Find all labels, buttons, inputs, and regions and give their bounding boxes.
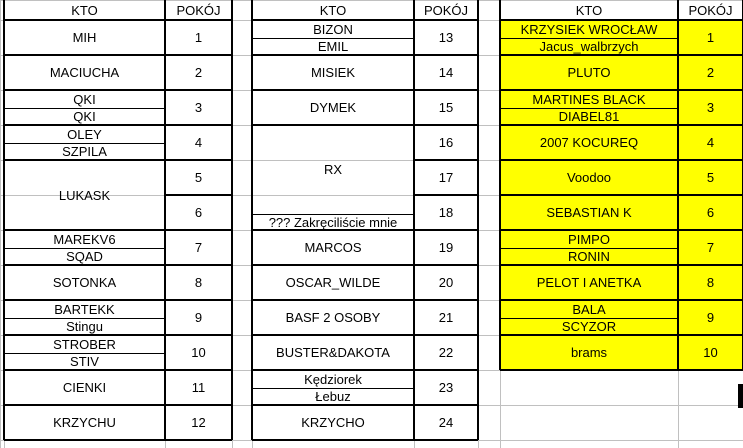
room-number[interactable]: 5 <box>706 170 715 185</box>
room-number[interactable]: 18 <box>438 205 454 220</box>
room-number[interactable]: 5 <box>194 170 203 185</box>
occupant-name[interactable]: OSCAR_WILDE <box>285 275 381 290</box>
header-kto[interactable]: KTO <box>319 2 347 18</box>
occupant-name[interactable]: PIMPO <box>568 231 610 247</box>
occupant-name[interactable]: PLUTO <box>567 65 611 80</box>
occupant-name[interactable]: KRZYCHO <box>301 415 365 430</box>
room-number[interactable]: 4 <box>194 135 203 150</box>
room-number[interactable]: 20 <box>438 275 454 290</box>
room-number[interactable]: 12 <box>191 415 206 430</box>
occupant-name[interactable]: SOTONKA <box>52 275 117 290</box>
room-number[interactable]: 2 <box>706 65 715 80</box>
room-number[interactable]: 19 <box>438 240 454 255</box>
occupant-name[interactable]: KRZYCHU <box>53 415 116 430</box>
header-pokoj[interactable]: POKÓJ <box>423 2 469 18</box>
header-kto[interactable]: KTO <box>71 2 98 18</box>
room-number[interactable]: 1 <box>706 30 715 45</box>
occupant-name[interactable]: DYMEK <box>309 100 357 115</box>
occupant-name[interactable]: MARTINES BLACK <box>532 91 646 107</box>
occupant-name[interactable]: SCYZOR <box>561 319 617 334</box>
occupant-name[interactable]: CIENKI <box>62 380 107 395</box>
room-number[interactable]: 9 <box>194 310 203 325</box>
occupant-name[interactable]: Voodoo <box>566 170 612 185</box>
occupant-name[interactable]: 2007 KOCUREQ <box>539 135 639 150</box>
occupant-name[interactable]: MAREKV6 <box>53 231 116 247</box>
occupant-name[interactable]: KRZYSIEK WROCŁAW <box>520 21 658 37</box>
room-number[interactable]: 8 <box>706 275 715 290</box>
occupant-name[interactable]: LUKASK <box>58 187 111 203</box>
room-number[interactable]: 6 <box>194 205 203 220</box>
occupant-name[interactable]: RX <box>323 162 343 177</box>
room-number[interactable]: 4 <box>706 135 715 150</box>
room-number[interactable]: 23 <box>438 380 454 395</box>
room-number[interactable]: 3 <box>706 100 715 115</box>
occupant-name[interactable]: MISIEK <box>310 65 356 80</box>
room-number[interactable]: 7 <box>194 240 203 255</box>
header-kto[interactable]: KTO <box>575 2 603 18</box>
room-number[interactable]: 6 <box>706 205 715 220</box>
room-number[interactable]: 10 <box>703 345 718 360</box>
occupant-name[interactable]: DIABEL81 <box>558 109 620 124</box>
room-number[interactable]: 2 <box>194 65 203 80</box>
header-pokoj[interactable]: POKÓJ <box>176 2 221 18</box>
occupant-name[interactable]: BUSTER&DAKOTA <box>276 345 390 360</box>
room-number[interactable]: 8 <box>194 275 203 290</box>
occupant-name[interactable]: SEBASTIAN K <box>546 205 632 220</box>
occupant-name[interactable]: MACIUCHA <box>49 65 120 80</box>
occupant-name[interactable]: RONIN <box>568 249 610 264</box>
occupant-name[interactable]: QKI <box>73 109 96 124</box>
occupant-name[interactable]: PELOT I ANETKA <box>536 275 642 290</box>
occupant-name[interactable]: STIV <box>70 354 99 369</box>
occupant-name[interactable]: QKI <box>73 91 96 107</box>
room-number[interactable]: 21 <box>438 310 454 325</box>
room-number[interactable]: 9 <box>706 310 715 325</box>
occupant-name[interactable]: Stingu <box>66 319 103 334</box>
occupant-name[interactable]: MIH <box>72 30 97 45</box>
occupant-name[interactable]: EMIL <box>317 39 349 54</box>
room-number[interactable]: 15 <box>438 100 454 115</box>
occupant-name[interactable]: OLEY <box>67 126 102 142</box>
occupant-name[interactable]: SZPILA <box>62 144 107 159</box>
room-number[interactable]: 7 <box>706 240 715 255</box>
room-number[interactable]: 16 <box>438 135 454 150</box>
occupant-name[interactable]: BASF 2 OSOBY <box>285 310 381 325</box>
occupant-name[interactable]: STROBER <box>53 336 116 352</box>
occupant-name[interactable]: ??? Zakręciliście mnie <box>268 214 398 230</box>
room-number[interactable]: 22 <box>438 345 454 360</box>
occupant-name[interactable]: Kędziorek <box>304 371 362 387</box>
room-number[interactable]: 10 <box>191 345 206 360</box>
occupant-name[interactable]: BIZON <box>313 21 353 37</box>
room-number[interactable]: 24 <box>438 415 454 430</box>
occupant-name[interactable]: Łebuz <box>315 389 351 404</box>
room-number[interactable]: 3 <box>194 100 203 115</box>
room-number[interactable]: 1 <box>194 30 203 45</box>
occupant-name[interactable]: MARCOS <box>304 240 362 255</box>
room-number[interactable]: 14 <box>438 65 454 80</box>
occupant-name[interactable]: brams <box>570 345 608 360</box>
occupant-name[interactable]: BARTEKK <box>54 301 115 317</box>
room-number[interactable]: 13 <box>438 30 454 45</box>
room-number[interactable]: 11 <box>191 380 206 395</box>
room-number[interactable]: 17 <box>438 170 454 185</box>
occupant-name[interactable]: BALA <box>572 301 606 317</box>
occupant-name[interactable]: SQAD <box>66 249 103 264</box>
header-pokoj[interactable]: POKÓJ <box>688 2 733 18</box>
scroll-marker <box>738 384 743 408</box>
occupant-name[interactable]: Jacus_walbrzych <box>539 39 639 54</box>
